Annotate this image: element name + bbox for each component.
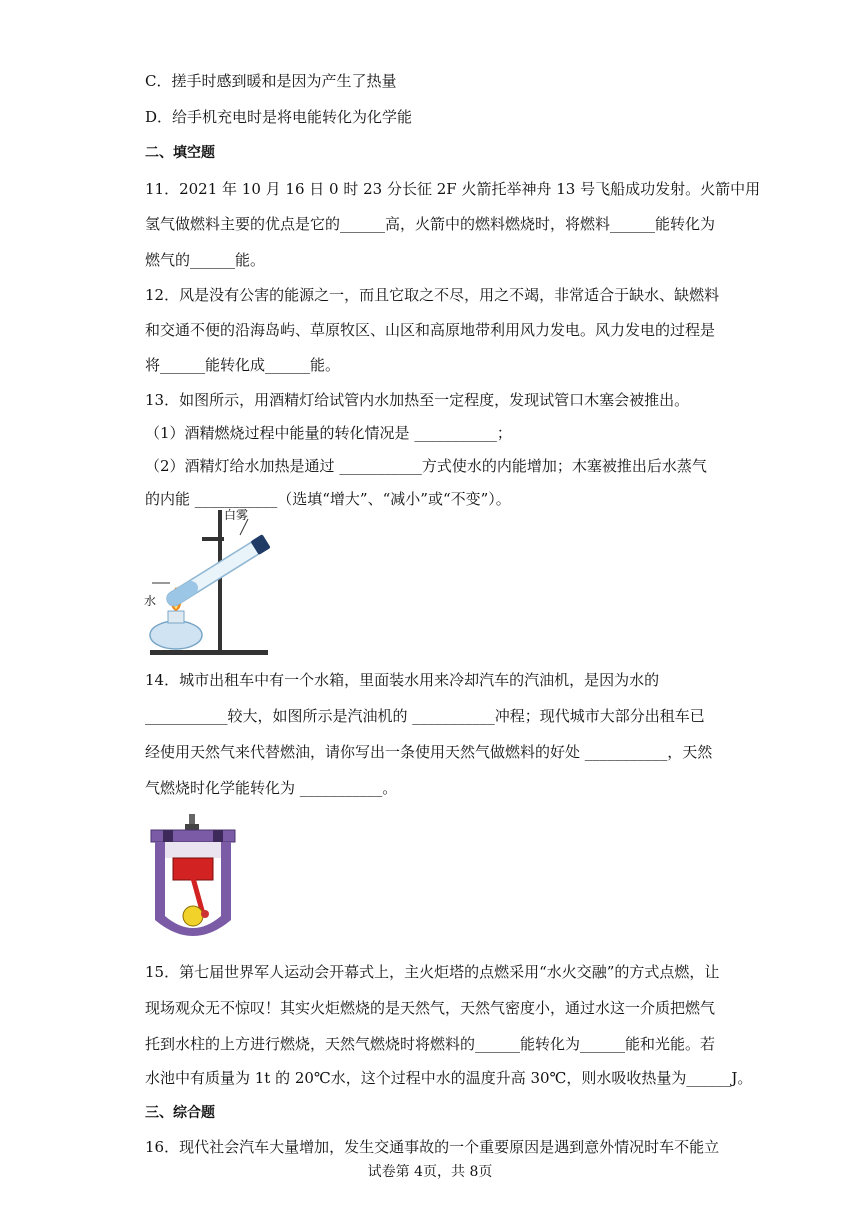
figure-gasoline-engine bbox=[143, 812, 243, 947]
line-7: 和交通不便的沿海岛屿、草原牧区、山区和高原地带利用风力发电。风力发电的过程是 bbox=[145, 321, 716, 339]
line-4: 氢气做燃料主要的优点是它的______高，火箭中的燃料燃烧时，将燃料______能转化为 bbox=[145, 215, 716, 233]
line-9: 13．如图所示，用酒精灯给试管内水加热至一定程度，发现试管口木塞会被推出。 bbox=[145, 391, 690, 409]
line-19: 托到水柱的上方进行燃烧，天然气燃烧时将燃料的______能转化为______能和光能。若 bbox=[145, 1035, 716, 1053]
page-footer: 试卷第 4页，共 8页 bbox=[367, 1164, 493, 1180]
line-12: 的内能 ___________（选填“增大”、“减小”或“不变”）。 bbox=[145, 490, 511, 508]
line-3: 11．2021 年 10 月 16 日 0 时 23 分长征 2F 火箭托举神舟 13 号飞船成功发射。火箭中用 bbox=[145, 180, 761, 198]
line-14: ___________较大，如图所示是汽油机的 ___________冲程；现代城市大部分出租车已 bbox=[145, 707, 705, 725]
line-13: 14．城市出租车中有一个水箱，里面装水用来冷却汽车的汽油机，是因为水的 bbox=[145, 671, 660, 689]
line-1: D．给手机充电时是将电能转化为化学能 bbox=[145, 108, 413, 126]
line-10: （1）酒精燃烧过程中能量的转化情况是 ___________； bbox=[145, 424, 512, 442]
line-16: 气燃烧时化学能转化为 ___________。 bbox=[145, 779, 398, 797]
line-5: 燃气的______能。 bbox=[145, 251, 266, 269]
line-8: 将______能转化成______能。 bbox=[145, 356, 341, 374]
section-heading-2: 二、填空题 bbox=[145, 145, 215, 161]
line-15: 经使用天然气来代替燃油，请你写出一条使用天然气做燃料的好处 ___________，天然 bbox=[145, 743, 713, 761]
line-22: 16．现代社会汽车大量增加，发生交通事故的一个重要原因是遇到意外情况时车不能立 bbox=[145, 1138, 720, 1156]
line-6: 12．风是没有公害的能源之一，而且它取之不尽，用之不竭，非常适合于缺水、缺燃料 bbox=[145, 286, 720, 304]
line-20: 水池中有质量为 1t 的 20℃水，这个过程中水的温度升高 30℃，则水吸收热量为______J。 bbox=[145, 1069, 753, 1087]
figure-alcohol-lamp-test-tube bbox=[140, 505, 280, 660]
figure13-label-left: 水 bbox=[144, 594, 157, 608]
section-heading-21: 三、综合题 bbox=[145, 1105, 215, 1121]
figure13-label-top: 白雾 bbox=[224, 508, 249, 522]
line-11: （2）酒精灯给水加热是通过 ___________方式使水的内能增加；木塞被推出后水蒸气 bbox=[145, 457, 707, 475]
line-0: C．搓手时感到暖和是因为产生了热量 bbox=[145, 72, 397, 90]
line-18: 现场观众无不惊叹！其实火炬燃烧的是天然气，天然气密度小，通过水这一介质把燃气 bbox=[145, 999, 716, 1017]
line-17: 15．第七届世界军人运动会开幕式上，主火炬塔的点燃采用“水火交融”的方式点燃，让 bbox=[145, 963, 720, 981]
